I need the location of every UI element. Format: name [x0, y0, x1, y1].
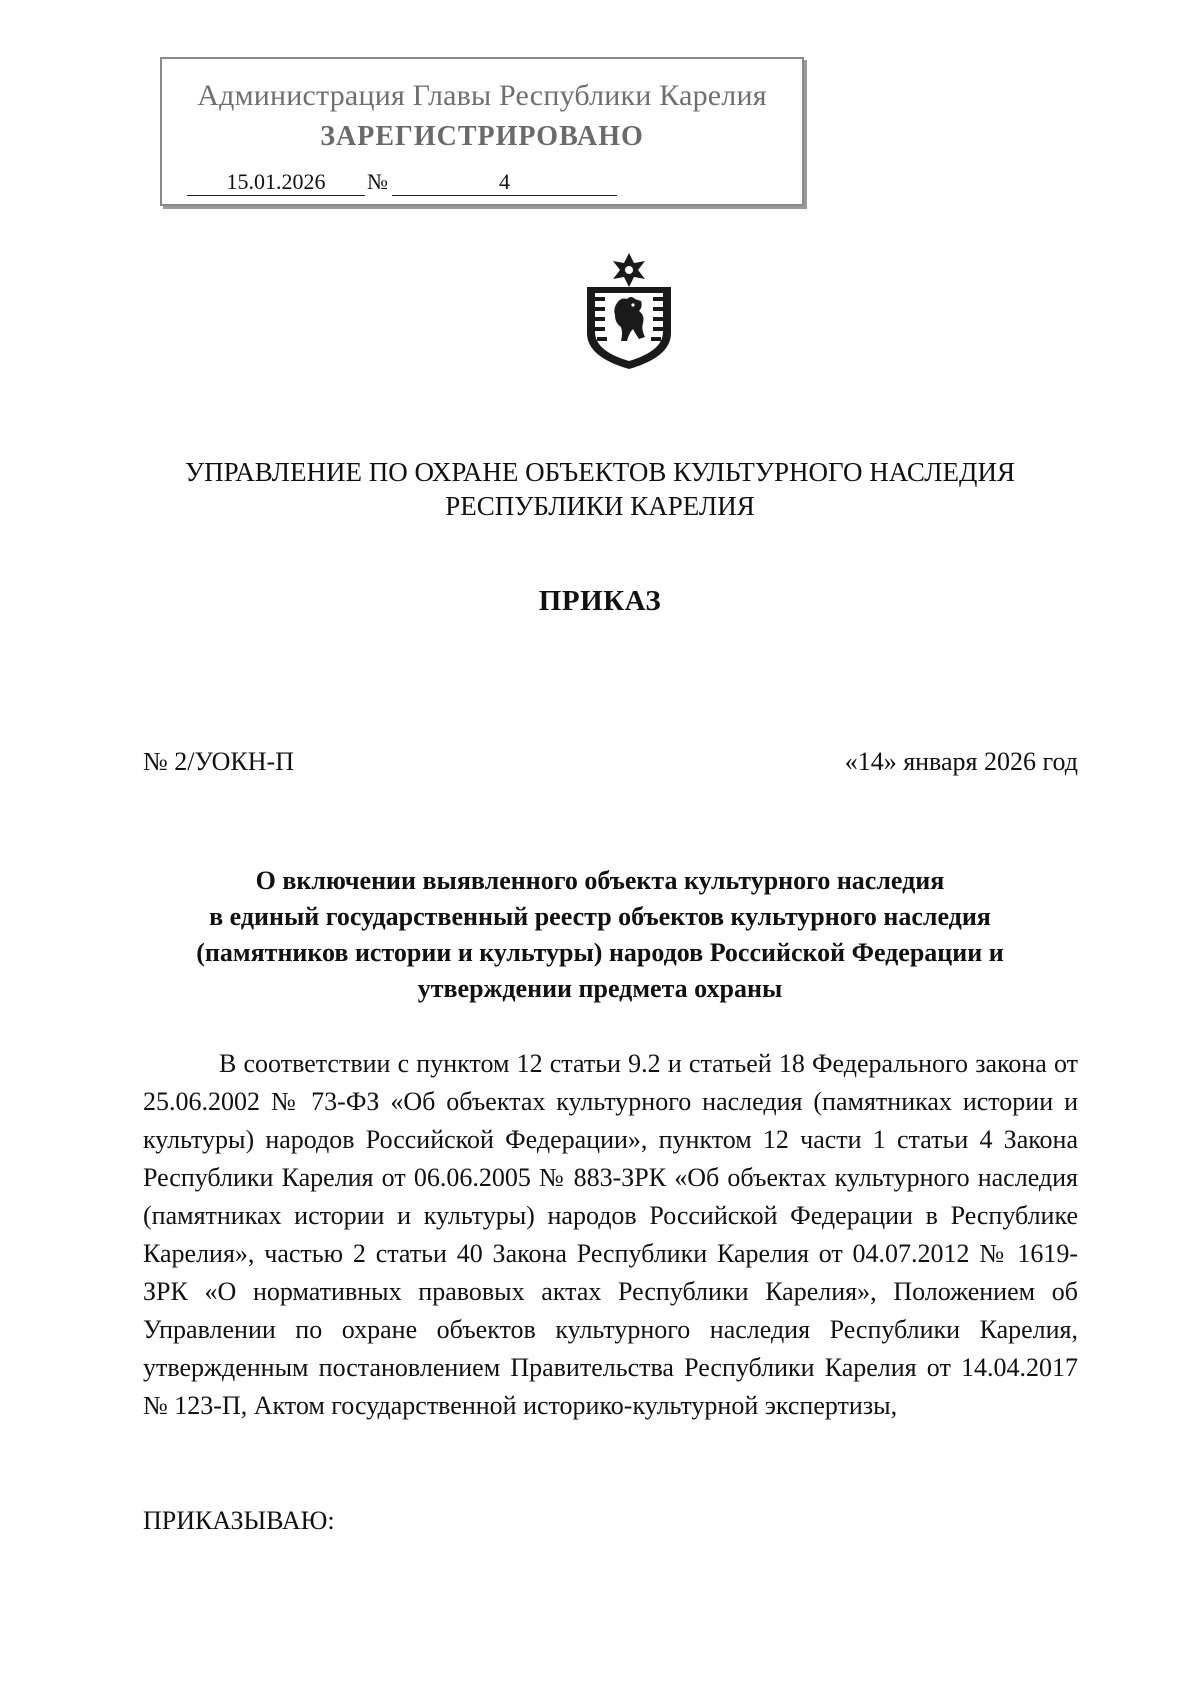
emblem-star [613, 253, 645, 287]
preamble-paragraph: В соответствии с пунктом 12 статьи 9.2 и статьей 18 Федерального закона от 25.06.2002 № 73-ФЗ «Об объектах культурного наследия (памятниках истории и культуры) народов Российской Федерации», пунктом 12 части 1 статьи 4 Закона Республики Карелия от 06.06.2005 № 883-ЗРК «Об объектах культурного наследия (памятниках истории и культуры) народов Российской Федерации в Республике Карелия», частью 2 статьи 40 Закона Республики Карелия от 04.07.2012 № 1619-ЗРК «О нормативных правовых актах Республики Карелия», Положением об Управлении по охране объектов культурного наследия Республики Карелия, утвержденным постановлением Правительства Республики Карелия от 14.04.2017 № 123-П, Актом государственной историко-культурной экспертизы, [143, 1049, 1078, 1420]
order-title-line: утверждении предмета охраны [417, 974, 783, 1003]
order-title-line: (памятников истории и культуры) народов Российской Федерации и [196, 938, 1004, 967]
stamp-number: 4 [392, 169, 617, 196]
order-date: «14» января 2026 год [844, 747, 1078, 776]
order-title-line: О включении выявленного объекта культурного наследия [255, 866, 945, 895]
coat-of-arms-karelia-icon [581, 253, 677, 371]
order-number: № 2/УОКН-П [143, 747, 294, 776]
stamp-authority: Администрация Главы Республики Карелия [197, 79, 767, 112]
order-title [150, 863, 1050, 1007]
registration-stamp [160, 57, 804, 206]
order-title-line: в единый государственный реестр объектов культурного наследия [209, 902, 991, 931]
stamp-date: 15.01.2026 [187, 169, 365, 196]
order-directive: ПРИКАЗЫВАЮ: [143, 1506, 335, 1535]
document-type: ПРИКАЗ [538, 585, 662, 617]
stamp-number-label: № [367, 169, 388, 194]
stamp-registered-label: ЗАРЕГИСТРИРОВАНО [320, 121, 644, 152]
organization-name-line2: РЕСПУБЛИКИ КАРЕЛИЯ [445, 491, 755, 521]
organization-name-line1: УПРАВЛЕНИЕ ПО ОХРАНЕ ОБЪЕКТОВ КУЛЬТУРНОГО НАСЛЕДИЯ [185, 457, 1015, 487]
